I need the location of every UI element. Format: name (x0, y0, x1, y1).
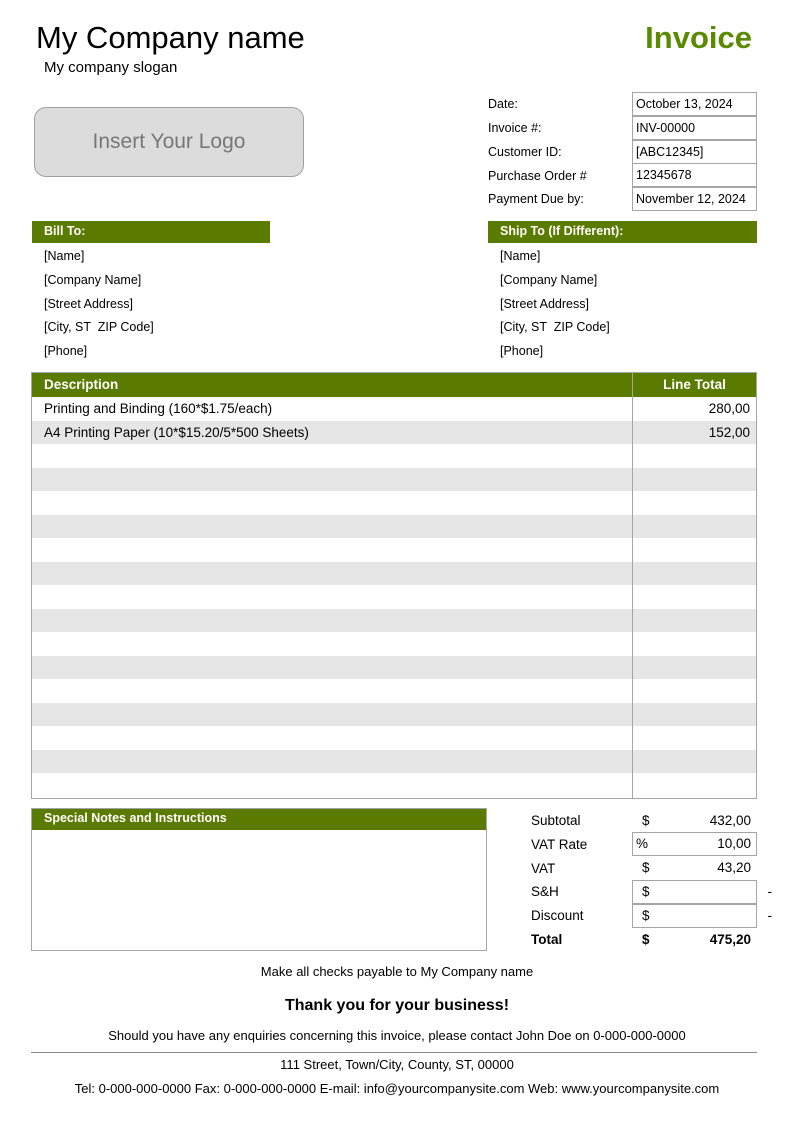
discount-field[interactable] (632, 904, 757, 928)
invoice-title: Invoice (645, 20, 752, 55)
line-total-column-header: Line Total (663, 377, 726, 392)
vat-currency: $ (642, 860, 650, 875)
items-table (31, 372, 757, 799)
bill-to-header: Bill To: (32, 221, 270, 243)
company-slogan: My company slogan (44, 59, 178, 76)
company-name: My Company name (36, 20, 305, 55)
company-contact: Tel: 0-000-000-0000 Fax: 0-000-000-0000 E-mail: info@yourcompanysite.com Web: www.yourcompanysite.com (74, 1081, 720, 1096)
item-description: Printing and Binding (160*$1.75/each) (44, 401, 273, 416)
enquiries-note: Should you have any enquiries concerning this invoice, please contact John Doe on 0-000-000-0000 (108, 1028, 686, 1043)
table-row[interactable] (32, 468, 756, 492)
table-row[interactable] (32, 632, 756, 656)
date-label: Date: (488, 97, 518, 111)
subtotal-value: 432,00 (709, 813, 751, 828)
table-row[interactable] (32, 726, 756, 750)
item-line-total: 152,00 (708, 424, 750, 440)
bill-to-street[interactable]: [Street Address] (44, 297, 133, 311)
sh-label: S&H (531, 884, 559, 899)
table-row[interactable] (32, 585, 756, 609)
column-divider (632, 372, 633, 799)
table-row[interactable] (32, 703, 756, 727)
table-row[interactable] (32, 444, 756, 468)
date-field[interactable]: October 13, 2024 (632, 92, 757, 116)
purchase-order-label: Purchase Order # (488, 169, 587, 183)
ship-to-header: Ship To (If Different): (488, 221, 757, 243)
ship-to-name[interactable]: [Name] (500, 249, 541, 263)
customer-id-field[interactable]: [ABC12345] (632, 140, 757, 164)
company-address: 111 Street, Town/City, County, ST, 00000 (280, 1057, 514, 1072)
table-row[interactable] (32, 397, 756, 421)
total-currency: $ (642, 932, 650, 947)
table-row[interactable] (32, 562, 756, 586)
table-row[interactable] (32, 538, 756, 562)
notes-header: Special Notes and Instructions (32, 808, 486, 830)
bill-to-phone[interactable]: [Phone] (44, 344, 88, 358)
customer-id-label: Customer ID: (488, 145, 562, 159)
logo-placeholder: Insert Your Logo (34, 107, 304, 177)
notes-textarea[interactable] (31, 808, 487, 951)
items-table-header (32, 373, 756, 397)
sh-currency: $ (642, 884, 650, 899)
footer-divider (31, 1052, 757, 1053)
total-value: 475,20 (709, 932, 751, 947)
table-row[interactable] (32, 491, 756, 515)
ship-to-phone[interactable]: [Phone] (500, 344, 544, 358)
ship-to-city[interactable]: [City, ST ZIP Code] (500, 320, 610, 334)
sh-field[interactable] (632, 880, 757, 904)
table-row[interactable] (32, 515, 756, 539)
total-label: Total (531, 932, 563, 947)
bill-to-company[interactable]: [Company Name] (44, 273, 142, 287)
subtotal-currency: $ (642, 813, 650, 828)
discount-value: - (767, 908, 772, 923)
table-row[interactable] (32, 773, 756, 797)
payment-due-label: Payment Due by: (488, 192, 584, 206)
vat-rate-label: VAT Rate (531, 837, 588, 852)
table-row[interactable] (32, 421, 756, 445)
vat-label: VAT (531, 861, 556, 876)
vat-rate-value: 10,00 (717, 836, 751, 851)
bill-to-city[interactable]: [City, ST ZIP Code] (44, 320, 154, 334)
thank-you-message: Thank you for your business! (284, 997, 510, 1014)
item-line-total: 280,00 (708, 401, 750, 416)
vat-value: 43,20 (717, 860, 751, 875)
discount-label: Discount (531, 908, 584, 923)
bill-to-name[interactable]: [Name] (44, 249, 85, 263)
table-row[interactable] (32, 679, 756, 703)
invoice-number-field[interactable]: INV-00000 (632, 116, 757, 140)
vat-rate-symbol: % (636, 836, 649, 851)
invoice-number-label: Invoice #: (488, 121, 542, 135)
item-description: A4 Printing Paper (10*$15.20/5*500 Sheets) (44, 424, 309, 440)
payment-due-field[interactable]: November 12, 2024 (632, 187, 757, 211)
payable-note: Make all checks payable to My Company name (260, 964, 534, 979)
ship-to-company[interactable]: [Company Name] (500, 273, 598, 287)
table-row[interactable] (32, 609, 756, 633)
description-column-header: Description (44, 377, 119, 392)
subtotal-label: Subtotal (531, 813, 581, 828)
discount-currency: $ (642, 908, 650, 923)
ship-to-street[interactable]: [Street Address] (500, 297, 589, 311)
purchase-order-field[interactable]: 12345678 (632, 163, 757, 187)
table-row[interactable] (32, 656, 756, 680)
sh-value: - (767, 884, 772, 899)
table-row[interactable] (32, 750, 756, 774)
